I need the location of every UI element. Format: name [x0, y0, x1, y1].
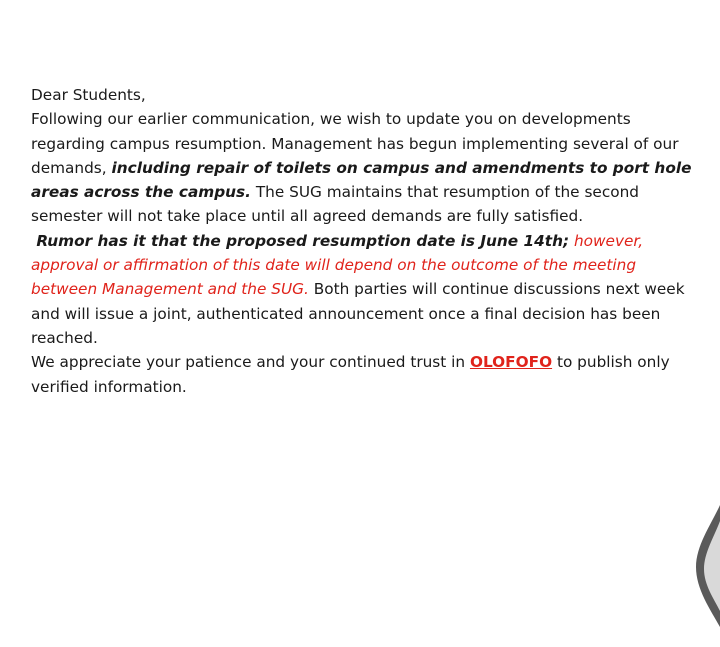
paragraph-rumor-tail: Both parties will continue discussions next week and will issue a joint, authenticated announcement once a final decision has been reached.: [31, 280, 685, 347]
letter-body: [31, 83, 706, 399]
decorative-shape: [696, 505, 720, 635]
demands-highlight: including repair of toilets on campus and amendments to port hole areas across the campus.: [31, 158, 692, 202]
paragraph-update-tail: The SUG maintains that resumption of the second semester will not take place until all agreed demands are fully satisfied.: [31, 183, 639, 226]
appreciation-tail: to publish only verified information.: [31, 353, 670, 396]
paragraph-appreciation: [31, 350, 706, 399]
appreciation-text: We appreciate your patience and your continued trust in: [31, 353, 470, 372]
olofofo-link[interactable]: OLOFOFO: [469, 353, 553, 372]
salutation: Dear Students,: [31, 86, 146, 104]
paragraph-update: [31, 107, 706, 228]
paragraph-update-text: Following our earlier communication, we wish to update you on developments regarding campus resumption. Management has begun implementing several of our demands,: [31, 110, 679, 177]
approval-note: however, approval or affirmation of this date will depend on the outcome of the meeting between Management and the SUG.: [31, 231, 644, 299]
rumor-highlight: Rumor has it that the proposed resumption date is June 14th;: [31, 231, 570, 250]
paragraph-rumor: [31, 229, 706, 350]
